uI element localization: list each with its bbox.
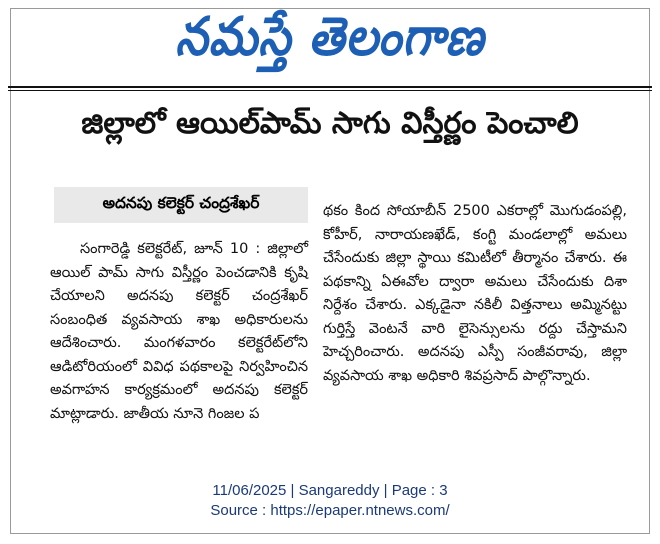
article-kicker: అదనపు కలెక్టర్‌ చంద్రశేఖర్‌: [54, 187, 308, 223]
footer-date-edition: 11/06/2025 | Sangareddy | Page : 3: [212, 482, 448, 499]
masthead-rule-thin: [8, 90, 652, 91]
masthead-rule: [8, 86, 652, 88]
article-headline: జిల్లాలో ఆయిల్‌పామ్‌ సాగు విస్తీర్ణం పెంచాలి: [81, 106, 579, 141]
masthead: [0, 2, 660, 84]
masthead-logo: నమస్తే తెలంగాణ: [175, 5, 485, 68]
article-column-right: థకం కింద సోయాబీన్‌ 2500 ఎకరాల్లో మొగుడంపల్లి, కోహీర్‌, నారాయణఖేడ్‌, కంగ్టి మండలాల్లో అమలు చేసేందుకు జిల్లా స్థాయి కమిటీలో తీర్మానం చేశారు. ఈ పథకాన్ని ఏఈవోల ద్వారా అమలు చేసేందుకు దిశా నిర్దేశం చేశారు. ఎక్కడైనా నకిలీ విత్తనాలు అమ్మినట్టు గుర్తిస్తే వెంటనే వారి లైసెన్సులను రద్దు చేస్తామని హెచ్చరించారు. అదనపు ఎస్పీ సంజీవరావు, జిల్లా వ్యవసాయ శాఖ అధికారి శివప్రసాద్‌ పాల్గొన్నారు.: [323, 203, 627, 384]
article-column-left: సంగారెడ్డి కలెక్టరేట్‌, జూన్‌ 10 : జిల్లాలో ఆయిల్‌ పామ్‌ సాగు విస్తీర్ణం పెంచడానికి కృషి చేయాలని అదనపు కలెక్టర్‌ చంద్రశేఖర్‌ సంబంధిత వ్యవసాయ శాఖ అధికారులను ఆదేశించారు. మంగళవారం కలెక్టరేట్‌లోని ఆడిటోరియంలో వివిధ పథకాలపై నిర్వహించిన అవగాహన కార్యక్రమంలో అదనపు కలెక్టర్‌ మాట్లాడారు. జాతీయ నూనె గింజల ప: [50, 241, 308, 422]
footer-source-link[interactable]: Source : https://epaper.ntnews.com/: [210, 502, 450, 519]
